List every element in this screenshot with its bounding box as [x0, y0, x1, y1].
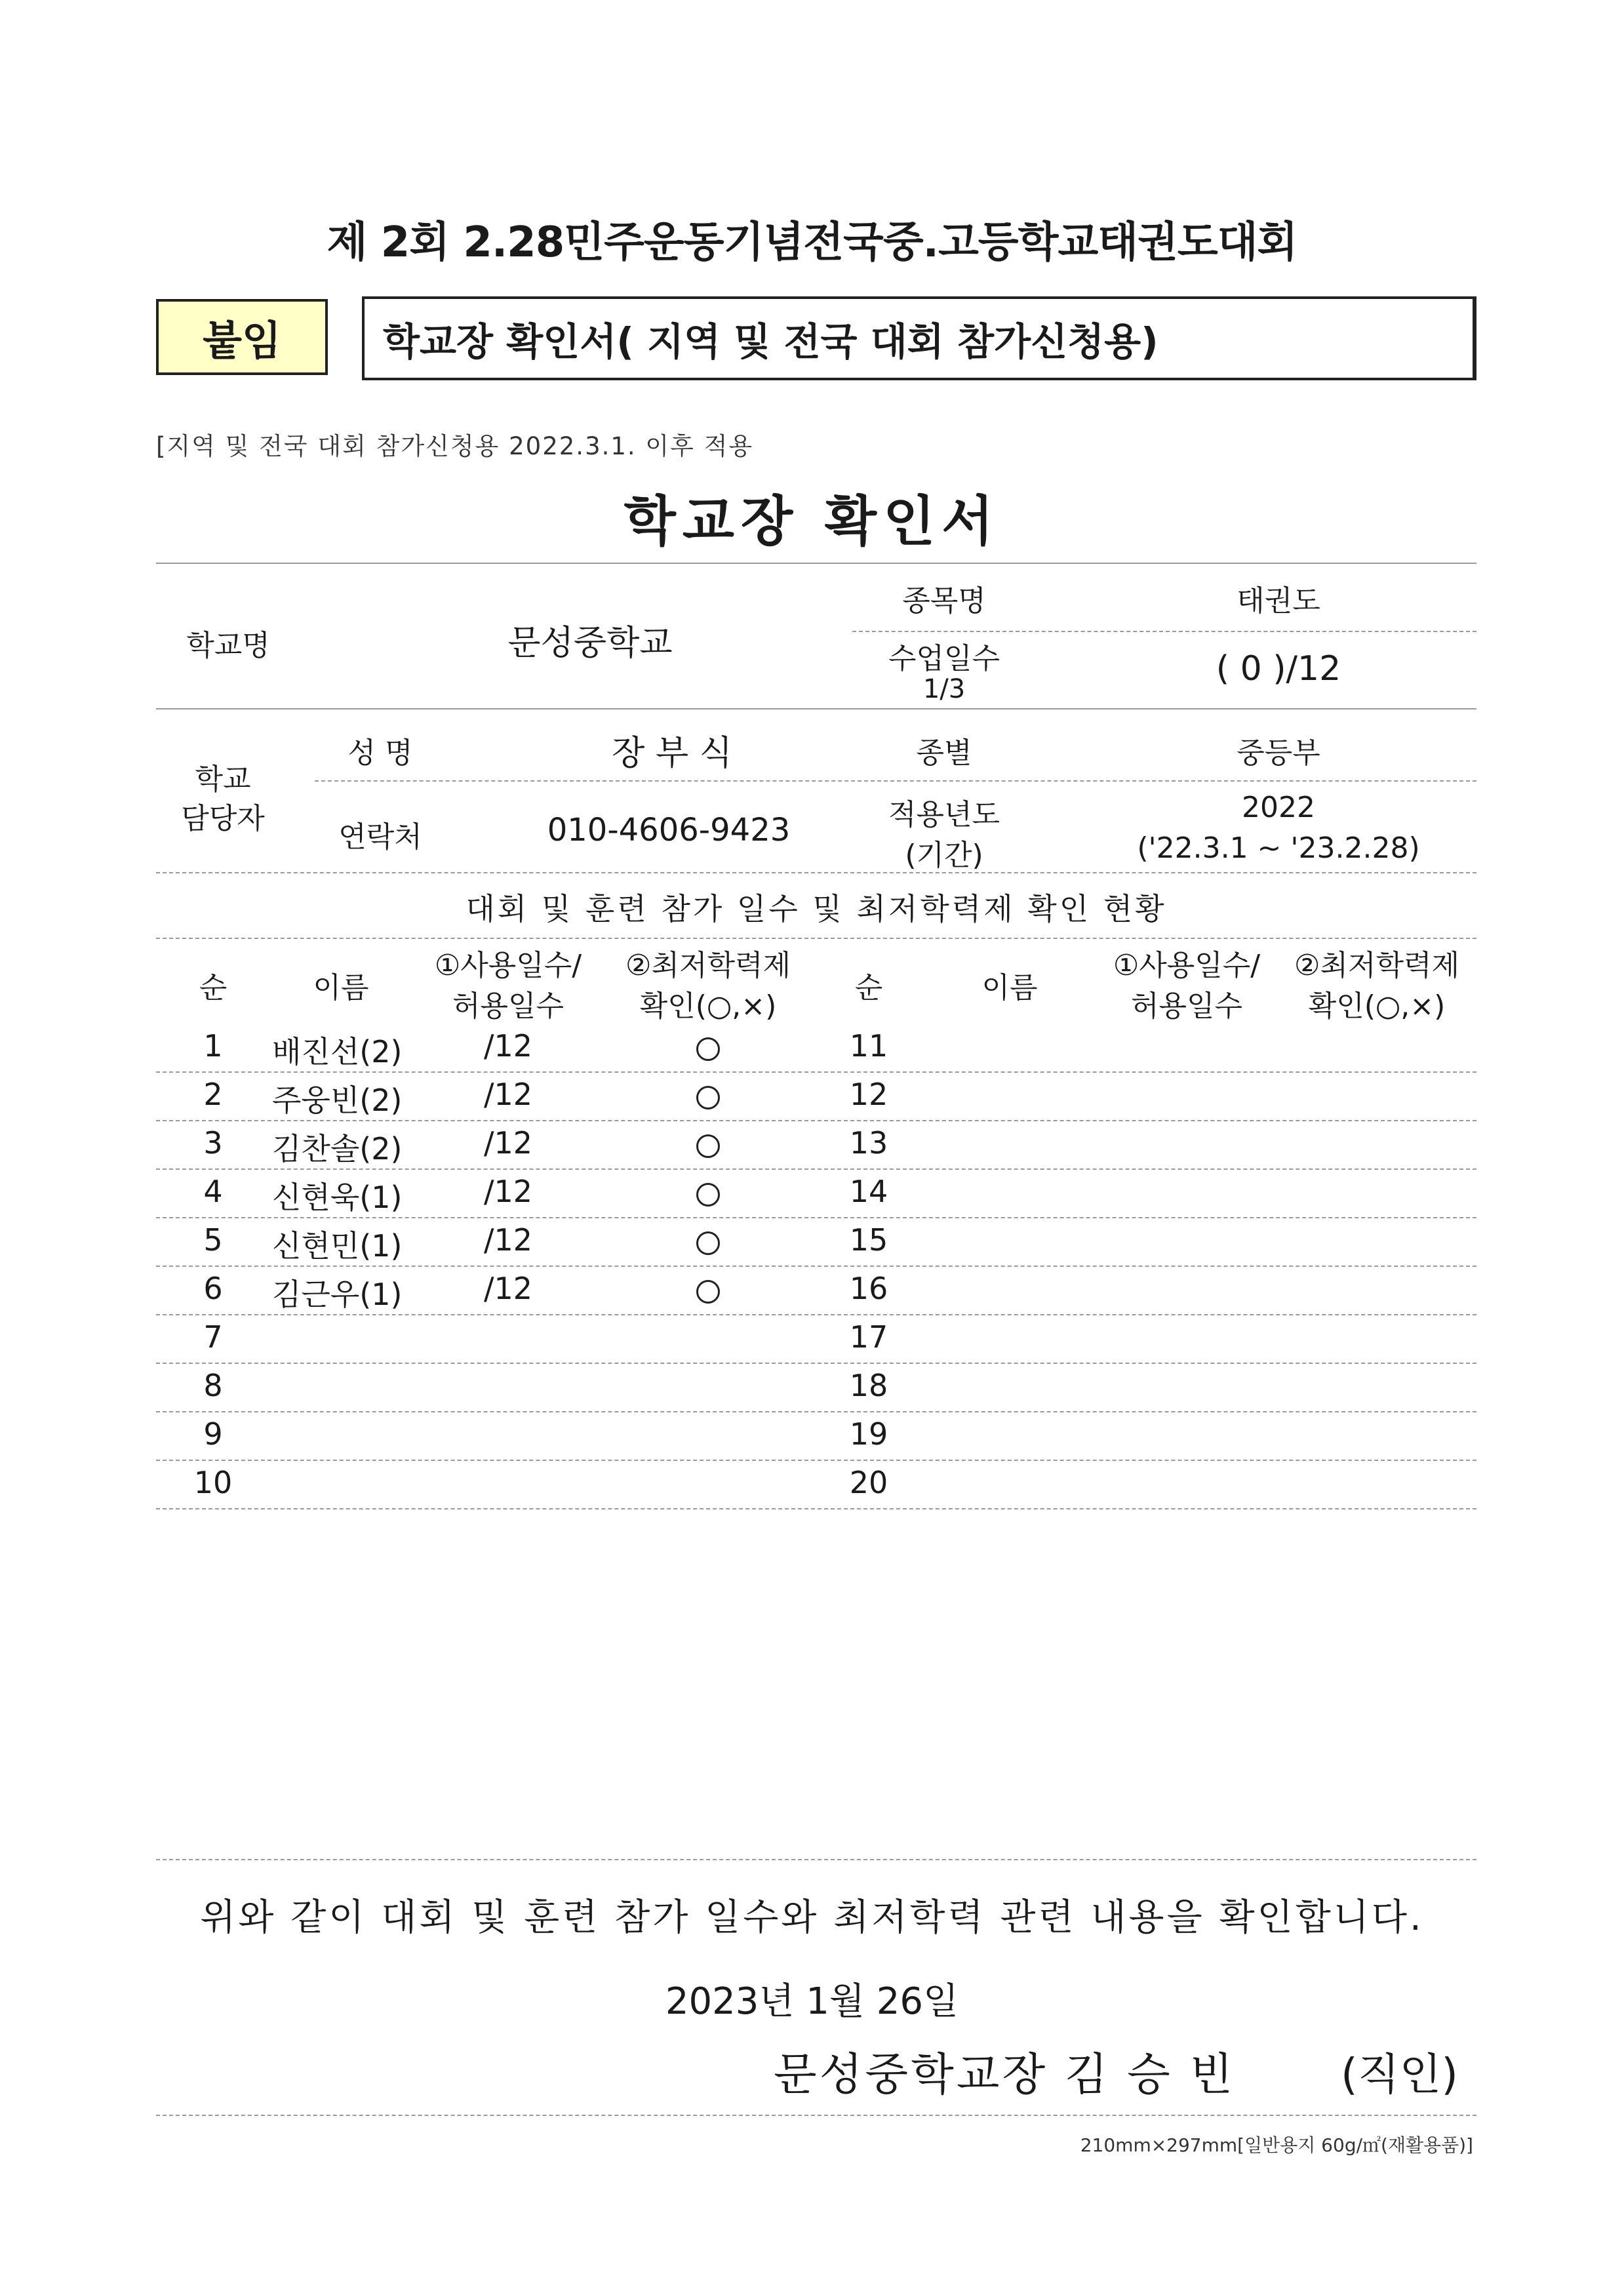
declaration: 위와 같이 대회 및 훈련 참가 일수와 최저학력 관련 내용을 확인합니다. — [200, 1896, 1424, 1939]
applicability-note: [지역 및 전국 대회 참가신청용 2022.3.1. 이후 적용 — [156, 432, 754, 460]
row-days: /12 — [483, 1077, 533, 1112]
row-no: 2 — [203, 1077, 223, 1112]
school-label: 학교명 — [186, 629, 270, 662]
row-name: 김근우(1) — [272, 1277, 403, 1312]
row-no: 3 — [203, 1125, 223, 1161]
col-header-days-1: ①사용일수/ — [434, 949, 582, 982]
row-no-right: 12 — [849, 1077, 888, 1112]
row-no: 8 — [203, 1368, 223, 1403]
divider — [315, 780, 1476, 782]
form-subtitle: 학교장 확인서( 지역 및 전국 대회 참가신청용) — [362, 296, 1476, 380]
row-no: 10 — [193, 1465, 233, 1500]
check-circle-icon — [696, 1037, 720, 1061]
check-circle-icon — [696, 1280, 720, 1304]
col-header-days-2-right: 허용일수 — [1130, 989, 1242, 1023]
col-header-days-1-right: ①사용일수/ — [1113, 949, 1261, 982]
row-no: 5 — [203, 1222, 223, 1258]
row-divider — [156, 1508, 1476, 1509]
col-header-name-right: 이름 — [981, 971, 1038, 1005]
row-days: /12 — [483, 1222, 533, 1258]
event-label: 종목명 — [902, 584, 986, 618]
col-header-check-1: ②최저학력제 — [625, 949, 791, 982]
period-label: (기간) — [905, 839, 983, 872]
year-label: 적용년도 — [888, 798, 1000, 831]
row-divider — [156, 1071, 1476, 1073]
row-no: 1 — [203, 1028, 223, 1064]
row-days: /12 — [483, 1271, 533, 1306]
row-divider — [156, 1314, 1476, 1315]
name-label: 성 명 — [347, 736, 413, 770]
row-divider — [156, 1120, 1476, 1121]
check-circle-icon — [696, 1086, 720, 1109]
row-no-right: 11 — [849, 1028, 888, 1064]
col-header-check-1-right: ②최저학력제 — [1294, 949, 1459, 982]
seal-mark: (직인) — [1341, 2049, 1459, 2100]
row-no-right: 18 — [849, 1368, 888, 1403]
row-divider — [156, 1460, 1476, 1461]
row-name: 신현욱(1) — [272, 1180, 403, 1215]
row-divider — [156, 1266, 1476, 1267]
row-no: 7 — [203, 1319, 223, 1355]
name-value: 장 부 식 — [612, 734, 732, 773]
issue-date: 2023년 1월 26일 — [665, 1980, 959, 2023]
row-name: 주웅빈(2) — [272, 1083, 403, 1118]
check-circle-icon — [696, 1231, 720, 1255]
category-label: 종별 — [916, 736, 972, 770]
col-header-check-2-right: 확인(○,×) — [1308, 989, 1446, 1023]
row-no-right: 15 — [849, 1222, 888, 1258]
row-no-right: 13 — [849, 1125, 888, 1161]
year-value: 2022 — [1242, 791, 1315, 824]
divider — [156, 1859, 1476, 1860]
paper-note: 210mm×297mm[일반용지 60g/㎡(재활용품)] — [1080, 2134, 1473, 2156]
contact-label-2: 담당자 — [181, 802, 265, 835]
row-name: 김찬솔(2) — [272, 1131, 403, 1167]
class-days-ratio: 1/3 — [922, 674, 966, 704]
contact-label-1: 학교 — [195, 763, 251, 796]
divider — [156, 708, 1476, 709]
col-header-days-2: 허용일수 — [452, 989, 564, 1023]
phone-label: 연락처 — [338, 820, 422, 854]
attachment-badge: 붙임 — [156, 299, 328, 375]
status-title: 대회 및 훈련 참가 일수 및 최저학력제 확인 현황 — [465, 891, 1167, 927]
divider — [156, 563, 1476, 564]
school-value: 문성중학교 — [507, 624, 673, 663]
row-divider — [156, 1411, 1476, 1412]
row-no-right: 19 — [849, 1416, 888, 1452]
main-title: 제 2회 2.28민주운동기념전국중.고등학교태권도대회 — [327, 218, 1297, 267]
period-value: ('22.3.1 ~ '23.2.28) — [1137, 831, 1420, 865]
row-no-right: 14 — [849, 1174, 888, 1209]
row-name: 배진선(2) — [272, 1034, 403, 1069]
row-days: /12 — [483, 1125, 533, 1161]
divider — [156, 2115, 1476, 2116]
signer: 문성중학교장 김 승 빈 — [774, 2049, 1236, 2101]
row-divider — [156, 1363, 1476, 1364]
phone-value: 010-4606-9423 — [547, 812, 791, 848]
check-circle-icon — [696, 1134, 720, 1158]
row-no-right: 16 — [849, 1271, 888, 1306]
category-value: 중등부 — [1237, 736, 1320, 770]
col-header-no-right: 순 — [854, 971, 883, 1005]
divider — [156, 938, 1476, 939]
row-no-right: 20 — [849, 1465, 888, 1500]
row-no: 4 — [203, 1174, 223, 1209]
divider — [852, 631, 1476, 632]
class-days-label: 수업일수 — [888, 642, 1000, 675]
class-days-value: ( 0 )/12 — [1216, 649, 1341, 688]
document-title: 학교장 확인서 — [624, 490, 1000, 553]
row-no: 6 — [203, 1271, 223, 1306]
row-no-right: 17 — [849, 1319, 888, 1355]
col-header-name: 이름 — [313, 971, 369, 1005]
row-no: 9 — [203, 1416, 223, 1452]
row-days: /12 — [483, 1174, 533, 1209]
row-divider — [156, 1217, 1476, 1218]
row-days: /12 — [483, 1028, 533, 1064]
row-name: 신현민(1) — [272, 1228, 403, 1264]
divider — [156, 872, 1476, 873]
check-circle-icon — [696, 1183, 720, 1207]
col-header-no: 순 — [199, 971, 228, 1005]
row-divider — [156, 1168, 1476, 1170]
event-value: 태권도 — [1237, 584, 1320, 618]
col-header-check-2: 확인(○,×) — [639, 989, 777, 1023]
